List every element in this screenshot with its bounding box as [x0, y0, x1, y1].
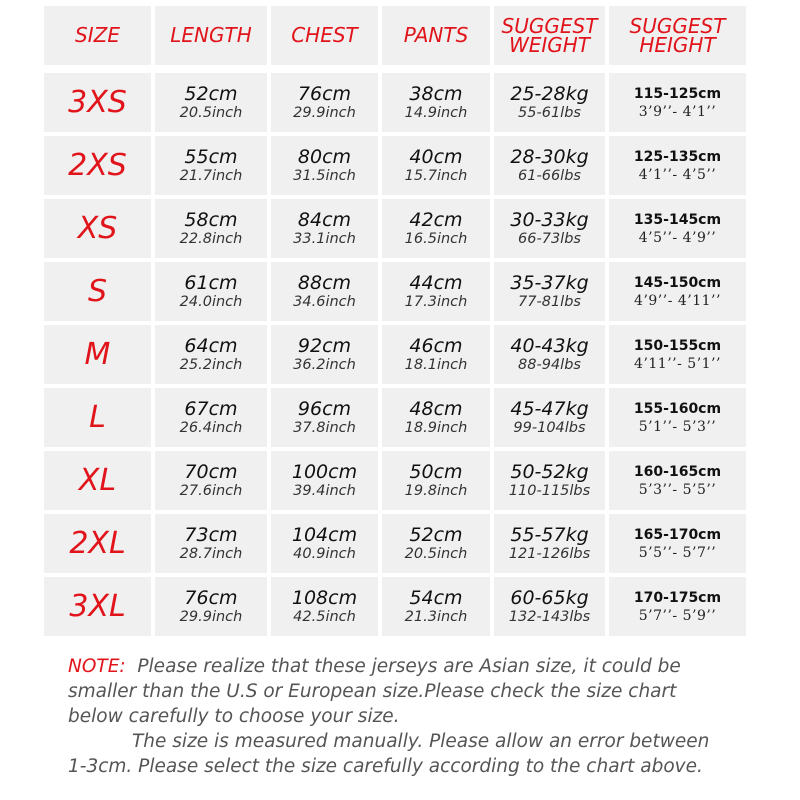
pants-inch-value: 14.9inch	[404, 104, 468, 121]
height-cm-value: 155-160cm	[633, 400, 722, 417]
header-label: CHEST	[291, 23, 358, 47]
pants-cm-value: 54cm	[409, 586, 463, 609]
length-cm-value: 64cm	[184, 334, 238, 357]
length-cell	[155, 325, 267, 384]
chest-cell	[271, 325, 378, 384]
height-cm-value: 125-135cm	[633, 148, 722, 165]
header-label: SIZE	[75, 23, 120, 47]
length-inch-value: 24.0inch	[179, 293, 243, 310]
chest-inch-value: 37.8inch	[293, 419, 356, 436]
note-line-4: The size is measured manually. Please allow an error between	[132, 731, 710, 752]
height-cm-value: 115-125cm	[633, 85, 722, 102]
height-cell	[609, 199, 746, 258]
weight-cell	[494, 136, 605, 195]
pants-cell	[382, 514, 490, 573]
size-label: XS	[77, 210, 118, 246]
pants-cm-value: 44cm	[409, 271, 463, 294]
height-ft-value: 5’3’’- 5’5’’	[638, 481, 717, 498]
chest-cm-value: 80cm	[297, 145, 352, 168]
height-cm-value: 150-155cm	[633, 337, 722, 354]
length-inch-value: 26.4inch	[179, 419, 243, 436]
pants-cm-value: 46cm	[409, 334, 463, 357]
weight-kg-value: 60-65kg	[510, 586, 589, 609]
pants-cell	[382, 451, 490, 510]
pants-cell	[382, 262, 490, 321]
weight-kg-value: 30-33kg	[510, 208, 589, 231]
length-cell	[155, 388, 267, 447]
height-cell	[609, 514, 746, 573]
weight-lbs-value: 132-143lbs	[508, 608, 591, 625]
chest-inch-value: 36.2inch	[293, 356, 356, 373]
height-cm-value: 135-145cm	[633, 211, 722, 228]
height-cell	[609, 451, 746, 510]
size-cell	[44, 577, 151, 636]
pants-inch-value: 15.7inch	[404, 167, 468, 184]
chest-cm-value: 108cm	[291, 586, 358, 609]
pants-inch-value: 17.3inch	[404, 293, 468, 310]
chest-cell	[271, 262, 378, 321]
length-cm-value: 52cm	[184, 82, 238, 105]
chest-cm-value: 76cm	[297, 82, 352, 105]
header-row	[44, 6, 751, 65]
size-cell	[44, 514, 151, 573]
chest-cell	[271, 451, 378, 510]
weight-lbs-value: 99-104lbs	[513, 419, 586, 436]
length-cell	[155, 136, 267, 195]
height-ft-value: 4’1’’- 4’5’’	[638, 166, 717, 183]
pants-inch-value: 18.9inch	[404, 419, 468, 436]
weight-kg-value: 35-37kg	[510, 271, 589, 294]
weight-cell	[494, 262, 605, 321]
height-cm-value: 160-165cm	[633, 463, 722, 480]
header-label: LENGTH	[170, 23, 252, 47]
weight-cell	[494, 514, 605, 573]
chest-cm-value: 100cm	[291, 460, 358, 483]
height-cm-value: 165-170cm	[633, 526, 722, 543]
weight-cell	[494, 451, 605, 510]
chest-cell	[271, 388, 378, 447]
size-cell	[44, 262, 151, 321]
length-cm-value: 55cm	[184, 145, 238, 168]
weight-lbs-value: 88-94lbs	[518, 356, 581, 373]
header-chest	[271, 6, 378, 65]
note-line-5: 1-3cm. Please select the size carefully according to the chart above.	[68, 756, 703, 777]
note-text-1: Please realize that these jerseys are Asian size, it could be	[137, 656, 681, 677]
height-cell	[609, 388, 746, 447]
length-cell	[155, 73, 267, 132]
weight-lbs-value: 55-61lbs	[518, 104, 581, 121]
height-ft-value: 5’1’’- 5’3’’	[638, 418, 717, 435]
note-line-2: smaller than the U.S or European size.Please check the size chart	[68, 681, 677, 702]
length-cm-value: 67cm	[184, 397, 238, 420]
length-inch-value: 27.6inch	[179, 482, 243, 499]
chest-cell	[271, 73, 378, 132]
height-cell	[609, 325, 746, 384]
weight-lbs-value: 110-115lbs	[508, 482, 591, 499]
table-row	[44, 451, 751, 510]
pants-cell	[382, 577, 490, 636]
size-label: 2XL	[69, 525, 126, 561]
size-cell	[44, 388, 151, 447]
weight-kg-value: 28-30kg	[510, 145, 589, 168]
pants-cell	[382, 73, 490, 132]
chest-cm-value: 88cm	[297, 271, 352, 294]
height-ft-value: 4’9’’- 4’11’’	[634, 292, 721, 309]
header-label: WEIGHT	[508, 32, 591, 57]
length-inch-value: 22.8inch	[179, 230, 243, 247]
length-inch-value: 20.5inch	[179, 104, 243, 121]
chest-inch-value: 42.5inch	[293, 608, 356, 625]
pants-cm-value: 50cm	[409, 460, 463, 483]
weight-kg-value: 55-57kg	[510, 523, 589, 546]
size-note	[68, 654, 768, 779]
length-cm-value: 58cm	[184, 208, 238, 231]
table-row	[44, 325, 751, 384]
length-cell	[155, 451, 267, 510]
height-cell	[609, 73, 746, 132]
chest-inch-value: 40.9inch	[293, 545, 356, 562]
size-label: 3XL	[69, 588, 126, 624]
weight-lbs-value: 66-73lbs	[518, 230, 581, 247]
note-line-3: below carefully to choose your size.	[68, 706, 400, 727]
chest-inch-value: 39.4inch	[293, 482, 356, 499]
length-cm-value: 73cm	[184, 523, 238, 546]
table-row	[44, 199, 751, 258]
height-cell	[609, 136, 746, 195]
size-chart-table	[44, 6, 751, 640]
weight-cell	[494, 388, 605, 447]
height-cm-value: 170-175cm	[633, 589, 722, 606]
size-label: M	[84, 336, 111, 372]
weight-cell	[494, 325, 605, 384]
header-suggest-weight	[494, 6, 605, 65]
header-pants	[382, 6, 490, 65]
pants-inch-value: 19.8inch	[404, 482, 468, 499]
chest-inch-value: 29.9inch	[293, 104, 356, 121]
weight-cell	[494, 577, 605, 636]
length-inch-value: 25.2inch	[179, 356, 243, 373]
note-label: NOTE:	[68, 656, 126, 677]
chest-cm-value: 96cm	[297, 397, 352, 420]
height-ft-value: 5’7’’- 5’9’’	[638, 607, 717, 624]
height-cell	[609, 577, 746, 636]
length-cm-value: 76cm	[184, 586, 238, 609]
pants-cm-value: 48cm	[409, 397, 463, 420]
chest-cm-value: 104cm	[291, 523, 358, 546]
length-cell	[155, 262, 267, 321]
chest-cell	[271, 199, 378, 258]
length-cm-value: 70cm	[184, 460, 238, 483]
height-ft-value: 4’5’’- 4’9’’	[638, 229, 717, 246]
weight-kg-value: 25-28kg	[510, 82, 589, 105]
header-size	[44, 6, 151, 65]
pants-inch-value: 18.1inch	[404, 356, 468, 373]
pants-inch-value: 20.5inch	[404, 545, 468, 562]
size-label: XL	[78, 462, 117, 498]
chest-cell	[271, 577, 378, 636]
table-row	[44, 262, 751, 321]
size-cell	[44, 451, 151, 510]
weight-cell	[494, 199, 605, 258]
pants-cm-value: 40cm	[409, 145, 463, 168]
height-cell	[609, 262, 746, 321]
size-cell	[44, 199, 151, 258]
length-cell	[155, 514, 267, 573]
header-suggest-height	[609, 6, 746, 65]
weight-kg-value: 50-52kg	[510, 460, 589, 483]
size-label: S	[87, 273, 108, 309]
chest-cm-value: 84cm	[297, 208, 352, 231]
length-inch-value: 21.7inch	[179, 167, 243, 184]
length-cell	[155, 199, 267, 258]
chest-inch-value: 33.1inch	[293, 230, 356, 247]
weight-lbs-value: 121-126lbs	[508, 545, 591, 562]
size-cell	[44, 73, 151, 132]
pants-cm-value: 38cm	[409, 82, 463, 105]
weight-lbs-value: 77-81lbs	[518, 293, 581, 310]
table-body	[44, 73, 751, 636]
table-row	[44, 73, 751, 132]
table-row	[44, 514, 751, 573]
height-cm-value: 145-150cm	[633, 274, 722, 291]
header-label: SUGGEST	[629, 13, 726, 38]
weight-lbs-value: 61-66lbs	[518, 167, 581, 184]
pants-cm-value: 42cm	[409, 208, 463, 231]
weight-cell	[494, 73, 605, 132]
chest-inch-value: 34.6inch	[293, 293, 356, 310]
height-ft-value: 5’5’’- 5’7’’	[638, 544, 717, 561]
pants-inch-value: 21.3inch	[404, 608, 468, 625]
header-label: SUGGEST	[501, 13, 598, 38]
chest-cell	[271, 514, 378, 573]
pants-cm-value: 52cm	[409, 523, 463, 546]
weight-kg-value: 45-47kg	[510, 397, 589, 420]
height-ft-value: 4’11’’- 5’1’’	[634, 355, 721, 372]
header-label: PANTS	[403, 23, 469, 47]
table-row	[44, 136, 751, 195]
size-label: 3XS	[68, 84, 127, 120]
weight-kg-value: 40-43kg	[510, 334, 589, 357]
chest-inch-value: 31.5inch	[293, 167, 356, 184]
chest-cm-value: 92cm	[297, 334, 352, 357]
chest-cell	[271, 136, 378, 195]
pants-cell	[382, 388, 490, 447]
size-cell	[44, 325, 151, 384]
pants-inch-value: 16.5inch	[404, 230, 468, 247]
table-row	[44, 577, 751, 636]
length-inch-value: 29.9inch	[179, 608, 243, 625]
pants-cell	[382, 199, 490, 258]
header-label: HEIGHT	[639, 32, 716, 57]
header-length	[155, 6, 267, 65]
height-ft-value: 3’9’’- 4’1’’	[638, 103, 717, 120]
pants-cell	[382, 136, 490, 195]
length-cell	[155, 577, 267, 636]
size-label: 2XS	[68, 147, 127, 183]
size-cell	[44, 136, 151, 195]
size-label: L	[89, 399, 106, 435]
length-cm-value: 61cm	[184, 271, 238, 294]
table-row	[44, 388, 751, 447]
note-line-1	[68, 654, 768, 679]
length-inch-value: 28.7inch	[179, 545, 243, 562]
pants-cell	[382, 325, 490, 384]
